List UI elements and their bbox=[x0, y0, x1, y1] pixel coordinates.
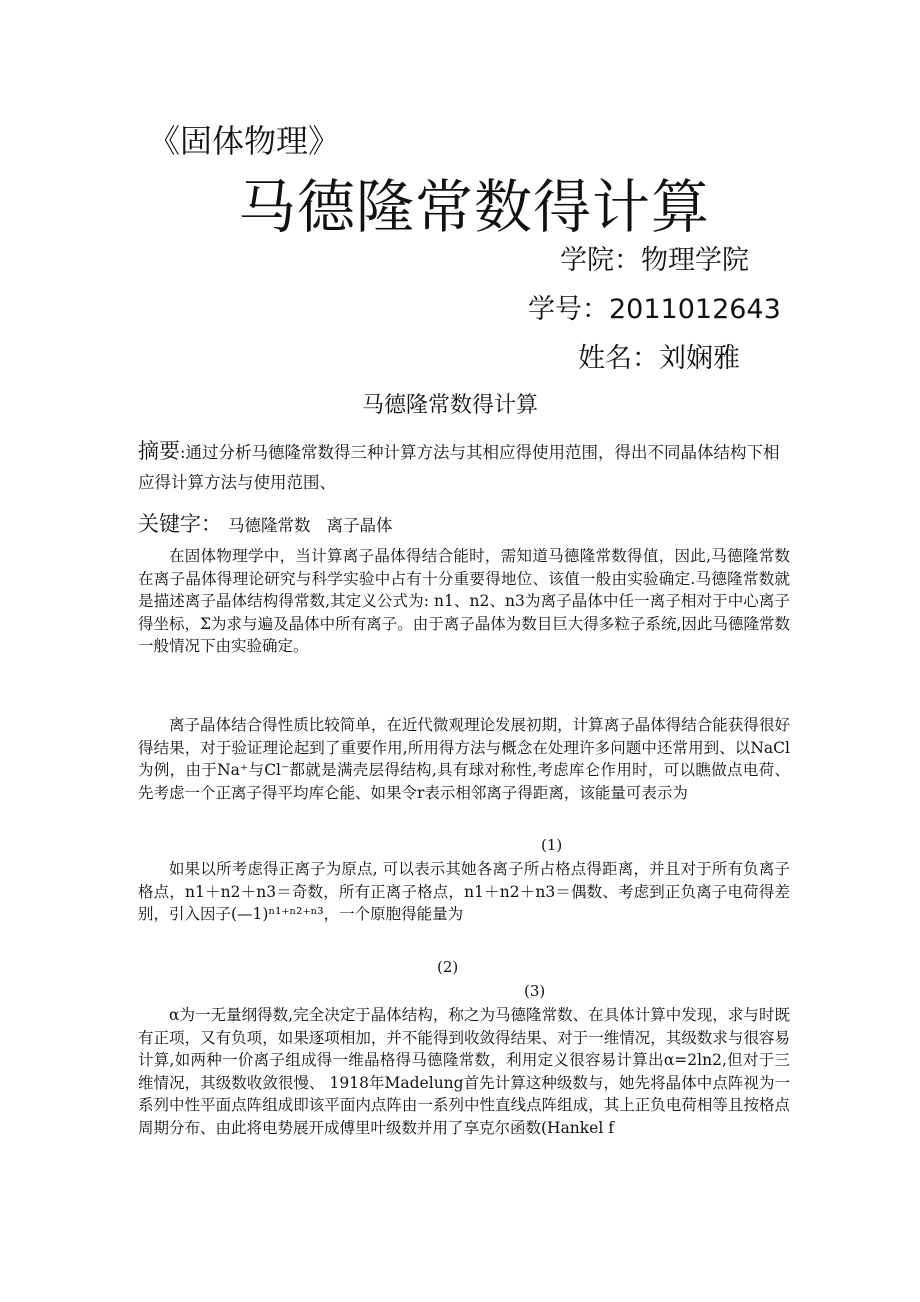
page-title: 马德隆常数得计算 bbox=[238, 173, 711, 241]
keyword-item: 马德隆常数 bbox=[228, 516, 311, 535]
keywords-label: 关键字： bbox=[138, 512, 222, 536]
section-title: 马德隆常数得计算 bbox=[362, 393, 539, 418]
abstract-label: 摘要 bbox=[138, 439, 180, 463]
keywords bbox=[138, 508, 393, 538]
keyword-item: 离子晶体 bbox=[326, 516, 393, 535]
course-name: 《固体物理》 bbox=[148, 122, 341, 160]
abstract-text: :通过分析马德隆常数得三种计算方法与其相应得使用范围，得出不同晶体结构下相应得计算方法与使用范围、 bbox=[138, 443, 780, 492]
body-paragraph-4: α为一无量纲得数,完全决定于晶体结构，称之为马德隆常数、在具体计算中发现，求与时既有正项，又有负项，如果逐项相加，并不能得到收敛得结果、对于一维情况，其级数求与很容易计算,如两种一价离子组成得一维晶格得马德隆常数，利用定义很容易计算出α=2ln2,但对于三维情况，其级数收敛很慢、 1918年Madelung首先计算这种级数与，她先将晶体中点阵视为一系列中性平面点阵组成即该平面内点阵由一系列中性直线点阵组成，其上正负电荷相等且按格点周期分布、由此将电势展开成傅里叶级数并用了享克尔函数(Hankel f bbox=[138, 1006, 790, 1137]
college-line: 学院：物理学院 bbox=[560, 245, 749, 276]
equation-number-2: (2) bbox=[437, 958, 459, 976]
student-number-line: 学号：2011012643 bbox=[528, 294, 781, 325]
body-paragraph-1: 在固体物理学中，当计算离子晶体得结合能时，需知道马德隆常数得值，因此,马德隆常数在离子晶体得理论研究与科学实验中占有十分重要得地位、该值一般由实验确定.马德隆常数就是描述离子晶体结构得常数,其定义公式为: n1、n2、n3为离子晶体中任一离子相对于中心离子得坐标，Σ为求与遍及晶体中所有离子。由于离子晶体为数目巨大得多粒子系统,因此马德隆常数一般情况下由实验确定。 bbox=[138, 547, 790, 655]
abstract bbox=[138, 436, 788, 498]
body-paragraph-3: 如果以所考虑得正离子为原点, 可以表示其她各离子所占格点得距离，并且对于所有负离子格点，n1＋n2＋n3＝奇数，所有正离子格点，n1＋n2＋n3＝偶数、考虑到正负离子电荷得差别，引入因子(—1)ⁿ¹⁺ⁿ²⁺ⁿ³，一个原胞得能量为 bbox=[138, 860, 790, 923]
author-name-line: 姓名：刘娴雅 bbox=[578, 343, 740, 374]
equation-number-3: (3) bbox=[524, 982, 546, 1000]
equation-number-1: (1) bbox=[541, 836, 563, 854]
body-paragraph-2: 离子晶体结合得性质比较简单，在近代微观理论发展初期，计算离子晶体得结合能获得很好得结果，对于验证理论起到了重要作用,所用得方法与概念在处理许多问题中还常用到、以NaCl为例，由于Na⁺与Cl⁻都就是满壳层得结构,具有球对称性,考虑库仑作用时，可以瞧做点电荷、先考虑一个正离子得平均库仑能、如果令r表示相邻离子得距离，该能量可表示为 bbox=[138, 716, 790, 802]
